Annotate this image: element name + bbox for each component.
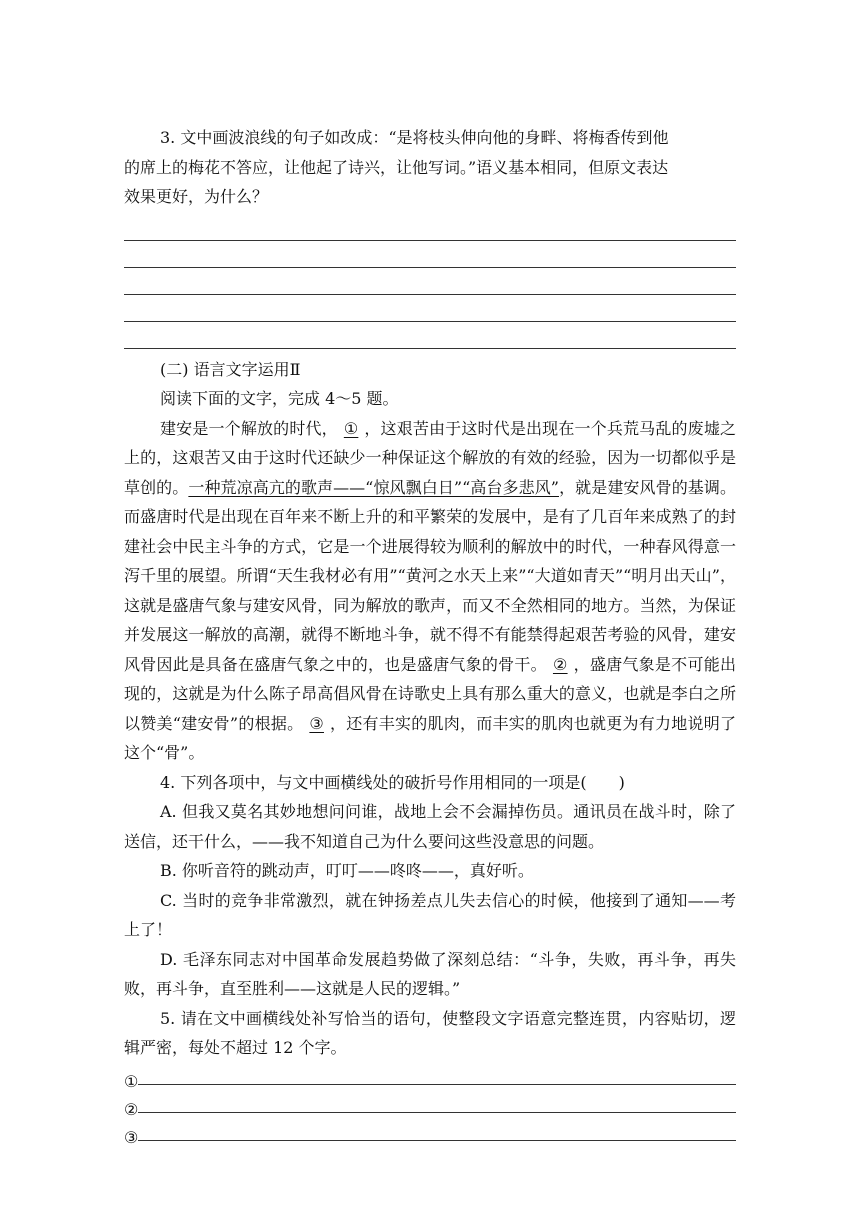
- q3-line-2: 的席上的梅花不答应，让他起了诗兴，让他写词。”语义基本相同，但原文表达: [124, 157, 669, 177]
- answer-row-3[interactable]: [124, 1119, 736, 1147]
- q5-stem: 5. 请在文中画横线处补写恰当的语句，使整段文字语意完整连贯，内容贴切，逻辑严密，每处不超过 12 个字。: [124, 1008, 736, 1057]
- top-margin: [124, 0, 736, 123]
- answer-label: ③: [124, 1127, 139, 1147]
- question-5: [124, 1004, 736, 1147]
- blank-1[interactable]: ①: [343, 418, 359, 438]
- underlined-sentence: 一种荒凉高亢的歌声——“惊风飘白日”“高台多悲风”: [188, 477, 559, 497]
- answer-line[interactable]: [138, 1140, 736, 1141]
- question-3: [124, 123, 736, 212]
- reading-passage: [124, 414, 736, 768]
- passage-text: ，就是建安风骨的基调。而盛唐时代是出现在百年来不断上升的和平繁荣的发展中，是有了几百年来成熟了的封建社会中民主斗争的方式，它是一个进展得较为顺利的解放中的时代，一种春风得意一泻千里的展望。所谓“天生我材必有用”“黄河之水天上来”“大道如青天”“明月出天山”，这就是盛唐气象与建安风骨，同为解放的歌声，而又不全然相同的地方。当然，为保证并发展这一解放的高潮，就得不断地斗争，就不得不有能禁得起艰苦考验的风骨，建安风骨因此是具备在盛唐气象之中的，也是盛唐气象的骨干。: [124, 477, 736, 674]
- blank-2[interactable]: ②: [552, 654, 568, 674]
- section-title: (二) 语言文字运用Ⅱ: [160, 359, 301, 379]
- q3-line-3: 效果更好，为什么？: [124, 187, 269, 206]
- q4-option-d[interactable]: D. 毛泽东同志对中国革命发展趋势做了深刻总结：“斗争，失败，再斗争，再失败，再斗争，直至胜利——这就是人民的逻辑。”: [124, 949, 736, 998]
- question-4: [124, 768, 736, 1004]
- q4-option-c[interactable]: C. 当时的竞争非常激烈，就在钟扬差点儿失去信心的时候，他接到了通知——考上了！: [124, 890, 736, 939]
- q4-option-b[interactable]: B. 你听音符的跳动声，叮叮——咚咚——，真好听。: [160, 861, 534, 880]
- section-2: [124, 355, 736, 414]
- answer-line[interactable]: [138, 1084, 736, 1085]
- q3-line-1: 3. 文中画波浪线的句子如改成：“是将枝头伸向他的身畔、将梅香传到他: [160, 128, 669, 147]
- answer-label: ①: [124, 1071, 139, 1091]
- answer-label: ②: [124, 1099, 139, 1119]
- answer-row-2[interactable]: [124, 1091, 736, 1119]
- answer-line[interactable]: [138, 1112, 736, 1113]
- section-instruction: 阅读下面的文字，完成 4～5 题。: [160, 389, 399, 408]
- answer-line[interactable]: [124, 348, 736, 349]
- answer-row-1[interactable]: [124, 1063, 736, 1091]
- passage-text: ，盛唐气象是不可能出现的，这就是为什么陈子昂高倡风骨在诗歌史上具有那么重大的意义，也就是李白之所以赞美“建安骨”的根据。: [124, 654, 736, 733]
- document-page: [124, 0, 736, 1147]
- passage-text: 建安是一个解放的时代，: [160, 418, 338, 438]
- blank-3[interactable]: ③: [309, 713, 324, 733]
- passage-text: ，还有丰实的肌肉，而丰实的肌肉也就更为有力地说明了这个“骨”。: [124, 713, 736, 762]
- passage-text: ，这艰苦由于这时代是出现在一个兵荒马乱的废墟之上的，这艰苦又由于这时代还缺少一种保证这个解放的有效的经验，因为一切都似乎是草创的。: [124, 418, 736, 497]
- q4-stem: 4. 下列各项中，与文中画横线处的破折号作用相同的一项是( ): [160, 772, 625, 792]
- answer-lines-q3: [124, 216, 736, 349]
- q4-option-a[interactable]: A. 但我又莫名其妙地想问问谁，战地上会不会漏掉伤员。通讯员在战斗时，除了送信，还干什么，——我不知道自己为什么要问这些没意思的问题。: [124, 802, 736, 851]
